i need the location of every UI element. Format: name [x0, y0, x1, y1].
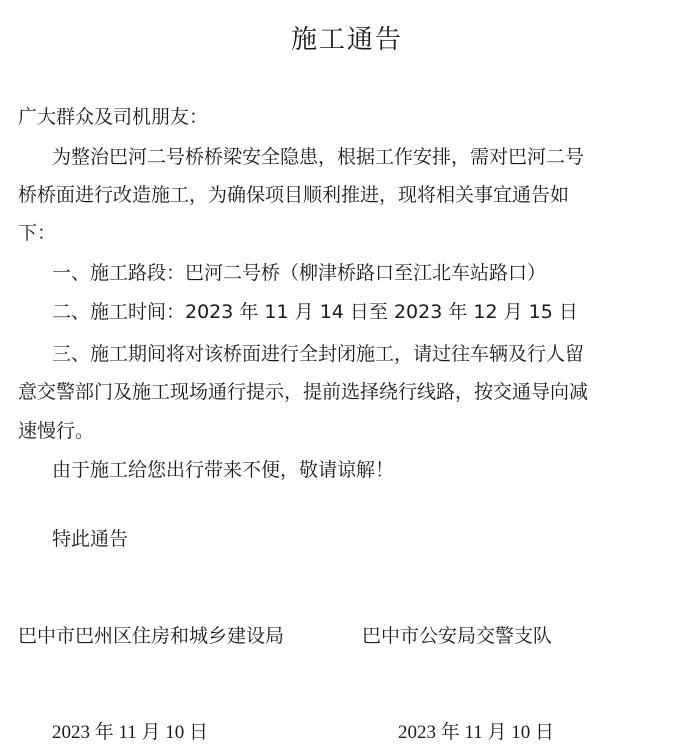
closing-text: 特此通告	[52, 528, 129, 550]
issuer-traffic-police: 巴中市公安局交警支队	[362, 625, 553, 647]
body-line-2: 桥桥面进行改造施工，为确保项目顺利推进，现将相关事宜通告如	[18, 184, 570, 206]
notice-title: 施工通告	[290, 25, 403, 55]
body-line-3: 下：	[18, 222, 57, 244]
date-left: 2023 年 11 月 10 日	[52, 722, 209, 743]
body-line-1: 为整治巴河二号桥桥梁安全隐患，根据工作安排，需对巴河二号	[52, 146, 585, 168]
item-construction-time: 二、施工时间：2023 年 11 月 14 日至 2023 年 12 月 15 日	[52, 301, 578, 323]
issuer-housing-bureau: 巴中市巴州区住房和城乡建设局	[18, 625, 285, 647]
salutation: 广大群众及司机朋友：	[18, 106, 209, 128]
item-closure-note-2: 意交警部门及施工现场通行提示，提前选择绕行线路，按交通导向减	[18, 381, 589, 403]
item-road-section: 一、施工路段：巴河二号桥（柳津桥路口至江北车站路口）	[52, 262, 547, 284]
item-closure-note-3: 速慢行。	[18, 420, 95, 442]
apology-line: 由于施工给您出行带来不便，敬请谅解！	[52, 459, 395, 481]
date-right: 2023 年 11 月 10 日	[398, 722, 555, 743]
item-closure-note-1: 三、施工期间将对该桥面进行全封闭施工，请过往车辆及行人留	[52, 343, 585, 365]
